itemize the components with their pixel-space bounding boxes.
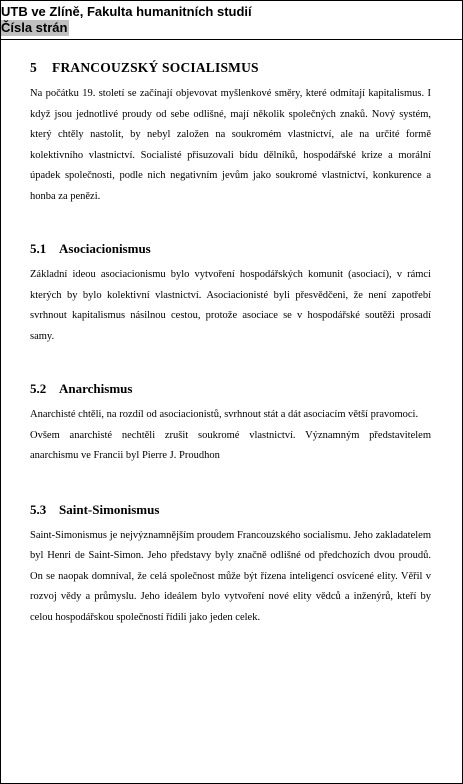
section-title: Anarchismus [59, 381, 133, 396]
chapter-number: 5 [30, 60, 37, 75]
header-divider [0, 39, 463, 40]
section-heading [30, 502, 431, 518]
section-paragraph: Ovšem anarchisté nechtěli zrušit soukromé vlastnictví. Významným představitelem anarchismu ve Francii byl Pierre J. Proudhon [30, 429, 431, 461]
section-heading [30, 241, 431, 257]
section-number: 5.2 [30, 381, 47, 396]
running-header [0, 4, 462, 42]
section-paragraph: Saint-Simonismus je nejvýznamnějším proudem Francouzského socialismu. Jeho zakladatelem byl Henri de Saint-Simon. Jeho představy byly značně odlišné od předchozích dvou proudů. On se naopak domníval, že celá společnost může být řízena inteligencí osvícené elity. Věřil v rozvoj vědy a průmyslu. Jeho ideálem bylo vytvoření nové elity vědců a inženýrů, kteří by celou hospodářskou společností řídili jako jeden celek. [30, 529, 431, 623]
document-body [30, 60, 431, 628]
section-title: Asociacionismus [59, 241, 151, 256]
section-paragraph: Základní ideou asociacionismu bylo vytvoření hospodářských komunit (asociací), v rámci kterých by bylo kolektivní vlastnictví. Asociacionisté byli přesvědčeni, že není zapotřebí svrhnout kapitalismus násilnou cestou, protože asociace se v hospodářské soutěži prosadí samy. [30, 269, 431, 342]
section-number: 5.3 [30, 501, 47, 517]
section-number: 5.1 [30, 241, 47, 256]
chapter-title: FRANCOUZSKÝ SOCIALISMUS [52, 60, 259, 75]
section-title: Saint-Simonismus [59, 501, 160, 517]
section-heading [30, 381, 431, 397]
section-paragraph: Anarchisté chtěli, na rozdíl od asociacionistů, svrhnout stát a dát asociacím větší pravomoci. [30, 409, 419, 420]
chapter-paragraph: Na počátku 19. století se začínají objevovat myšlenkové směry, které odmítají kapitalismus. I když jsou jednotlivé proudy od sebe odlišné, mají několik společných znaků. Nový systém, který chtěly nastolit, by nebyl založen na soukromém vlastnictví, ale na určité formě kolektivního vlastnictví. Socialisté přisuzovali bídu dělníků, hospodářské krize a morální úpadek společnosti, podle nich negativním jevům jako soukromé vlastnictví, konkurence a honba za penězi. [30, 88, 431, 202]
header-page-numbers: Čísla strán [1, 20, 68, 35]
header-institution: UTB ve Zlíně, Fakulta humanitních studií [1, 4, 252, 19]
chapter-heading [30, 60, 431, 76]
